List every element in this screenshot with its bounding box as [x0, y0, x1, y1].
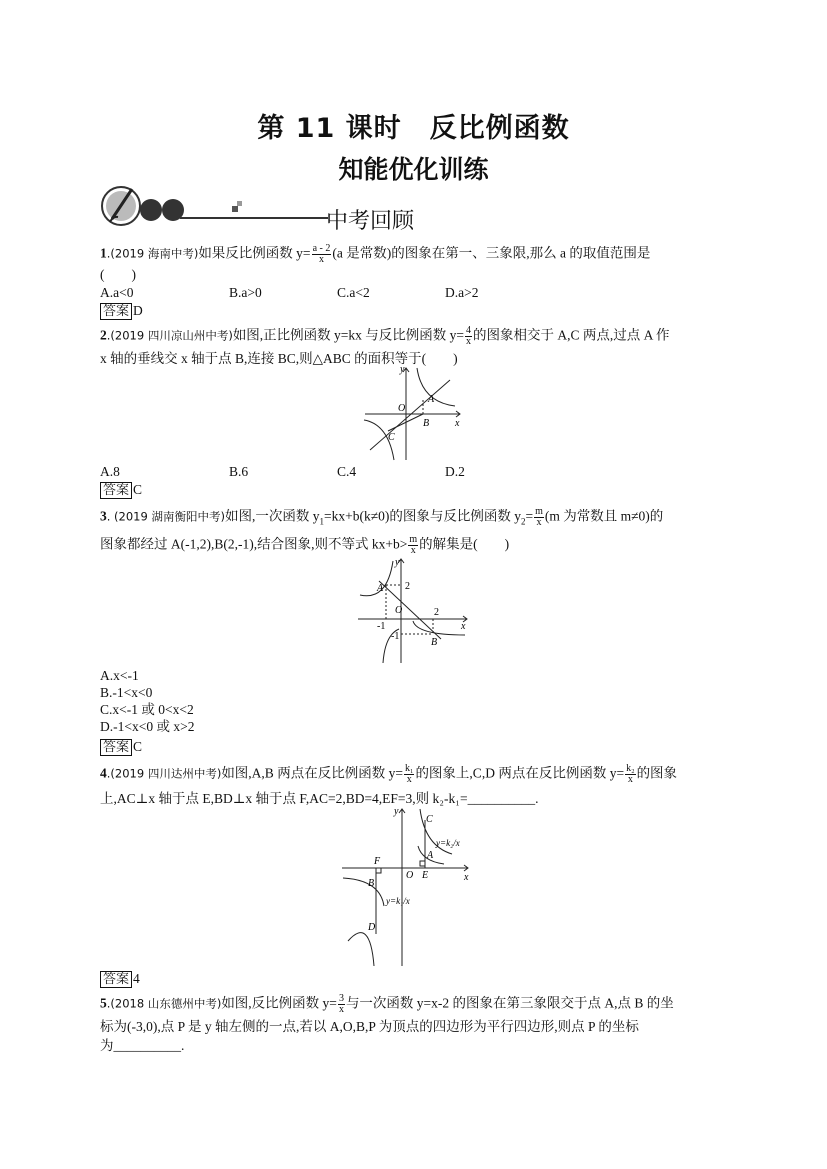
- answer-label: 答案: [100, 482, 132, 499]
- q3-label-b: B: [431, 637, 438, 648]
- answer-label: 答案: [100, 303, 132, 320]
- page-title: 第 11 课时 反比例函数: [257, 113, 570, 144]
- q2-label-o: O: [398, 403, 406, 414]
- q5-stem: 5.(2018 山东德州中考)如图,反比例函数 y= $\frac{3}{x}$ 与一次函数 y=x-2 的图象在第三象限交于点 A,点 B 的坐: [100, 993, 674, 1015]
- q4-label-k2: y=k₂/x: [436, 838, 460, 848]
- q2-option-d: D.2: [445, 464, 465, 479]
- q1-option-c: C.a<2: [337, 285, 370, 300]
- q3-tick-x2: 2: [434, 607, 439, 618]
- q1-option-a: A.a<0: [100, 285, 134, 300]
- q5-stem-line2: 标为(-3,0),点 P 是 y 轴左侧的一点,若以 A,O,B,P 为顶点的四边形为平行四边形,则点 P 的坐标: [100, 1019, 639, 1034]
- q4-label-a: A: [427, 850, 434, 861]
- q2-label-y: y: [400, 364, 405, 375]
- q4-stem: 4.(2019 四川达州中考)如图,A,B 两点在反比例函数 y= $\frac{\text{k₁}}{x}$ 的图象上,C,D 两点在反比例函数 y= $\frac{\text{k₂}}{x}$ 的图象: [100, 763, 678, 785]
- q3-option-a: A.x<-1: [100, 668, 139, 683]
- q1-stem: 1.(2019 海南中考)如果反比例函数 y= $\frac{a - 2}{x}$ (a 是常数)的图象在第一、三象限,那么 a 的取值范围是: [100, 243, 651, 265]
- q3-tick-y-1: -1: [391, 631, 400, 642]
- q4-label-d: D: [368, 922, 376, 933]
- q4-label-e: E: [422, 870, 429, 881]
- q4-label-b: B: [368, 878, 375, 889]
- q2-answer: 答案 C: [100, 481, 142, 499]
- q3-tick-y2: 2: [405, 581, 410, 592]
- q2-figure: [360, 362, 470, 462]
- answer-label: 答案: [100, 739, 132, 756]
- q4-label-f: F: [374, 856, 381, 867]
- q3-option-d: D.-1<x<0 或 x>2: [100, 719, 195, 734]
- section-title: 中考回顾: [326, 209, 415, 234]
- q1-blank: ( ): [100, 267, 136, 282]
- q2-option-a: A.8: [100, 464, 120, 479]
- q2-stem: 2.(2019 四川凉山州中考)如图,正比例函数 y=kx 与反比例函数 y= $\frac{4}{x}$ 的图象相交于 A,C 两点,过点 A 作: [100, 325, 670, 347]
- q1-option-b: B.a>0: [229, 285, 262, 300]
- q1-option-d: D.a>2: [445, 285, 479, 300]
- q4-label-c: C: [426, 814, 433, 825]
- q4-stem-line2: 上,AC⊥x 轴于点 E,BD⊥x 轴于点 F,AC=2,BD=4,EF=3,则 k₂-k₁=__________.: [100, 791, 539, 806]
- q4-label-o: O: [406, 870, 414, 881]
- q4-label-x: x: [464, 872, 469, 883]
- q1-answer: 答案 D: [100, 302, 143, 320]
- q5-stem-line3: 为__________.: [100, 1038, 185, 1053]
- q2-option-b: B.6: [229, 464, 249, 479]
- q2-label-a: A: [428, 394, 435, 405]
- q3-option-b: B.-1<x<0: [100, 685, 153, 700]
- q4-label-y: y: [394, 806, 399, 817]
- q3-tick-x-1: -1: [377, 621, 386, 632]
- q3-stem-line2: 图象都经过 A(-1,2),B(2,-1),结合图象,则不等式 kx+b> $\frac{m}{x}$ 的解集是( ): [100, 534, 510, 556]
- q2-label-x: x: [455, 418, 460, 429]
- answer-label: 答案: [100, 971, 132, 988]
- q2-label-b: B: [423, 418, 430, 429]
- q3-figure: [355, 555, 470, 665]
- q3-label-a: A: [377, 583, 384, 594]
- section-banner-icon: [100, 184, 330, 230]
- q3-label-y: y: [395, 557, 400, 568]
- q4-answer: 答案 4: [100, 970, 140, 988]
- q3-answer: 答案 C: [100, 738, 142, 756]
- q3-label-x: x: [461, 621, 466, 632]
- q2-option-c: C.4: [337, 464, 357, 479]
- q4-label-k1: y=k₁/x: [386, 896, 410, 906]
- q2-stem-line2: x 轴的垂线交 x 轴于点 B,连接 BC,则△ABC 的面积等于( ): [100, 351, 458, 366]
- q2-label-c: C: [388, 432, 395, 443]
- page-subtitle: 知能优化训练: [338, 155, 489, 184]
- q4-figure: [340, 806, 475, 968]
- q3-stem: 3. (2019 湖南衡阳中考)如图,一次函数 $y_1=kx+b(k\ne 0)$的图象与反比例函数 $y_2=$ $\frac{m}{x}$ (m 为常数且 m≠0)的: [100, 506, 664, 528]
- q3-label-o: O: [395, 605, 403, 616]
- q3-option-c: C.x<-1 或 0<x<2: [100, 702, 194, 717]
